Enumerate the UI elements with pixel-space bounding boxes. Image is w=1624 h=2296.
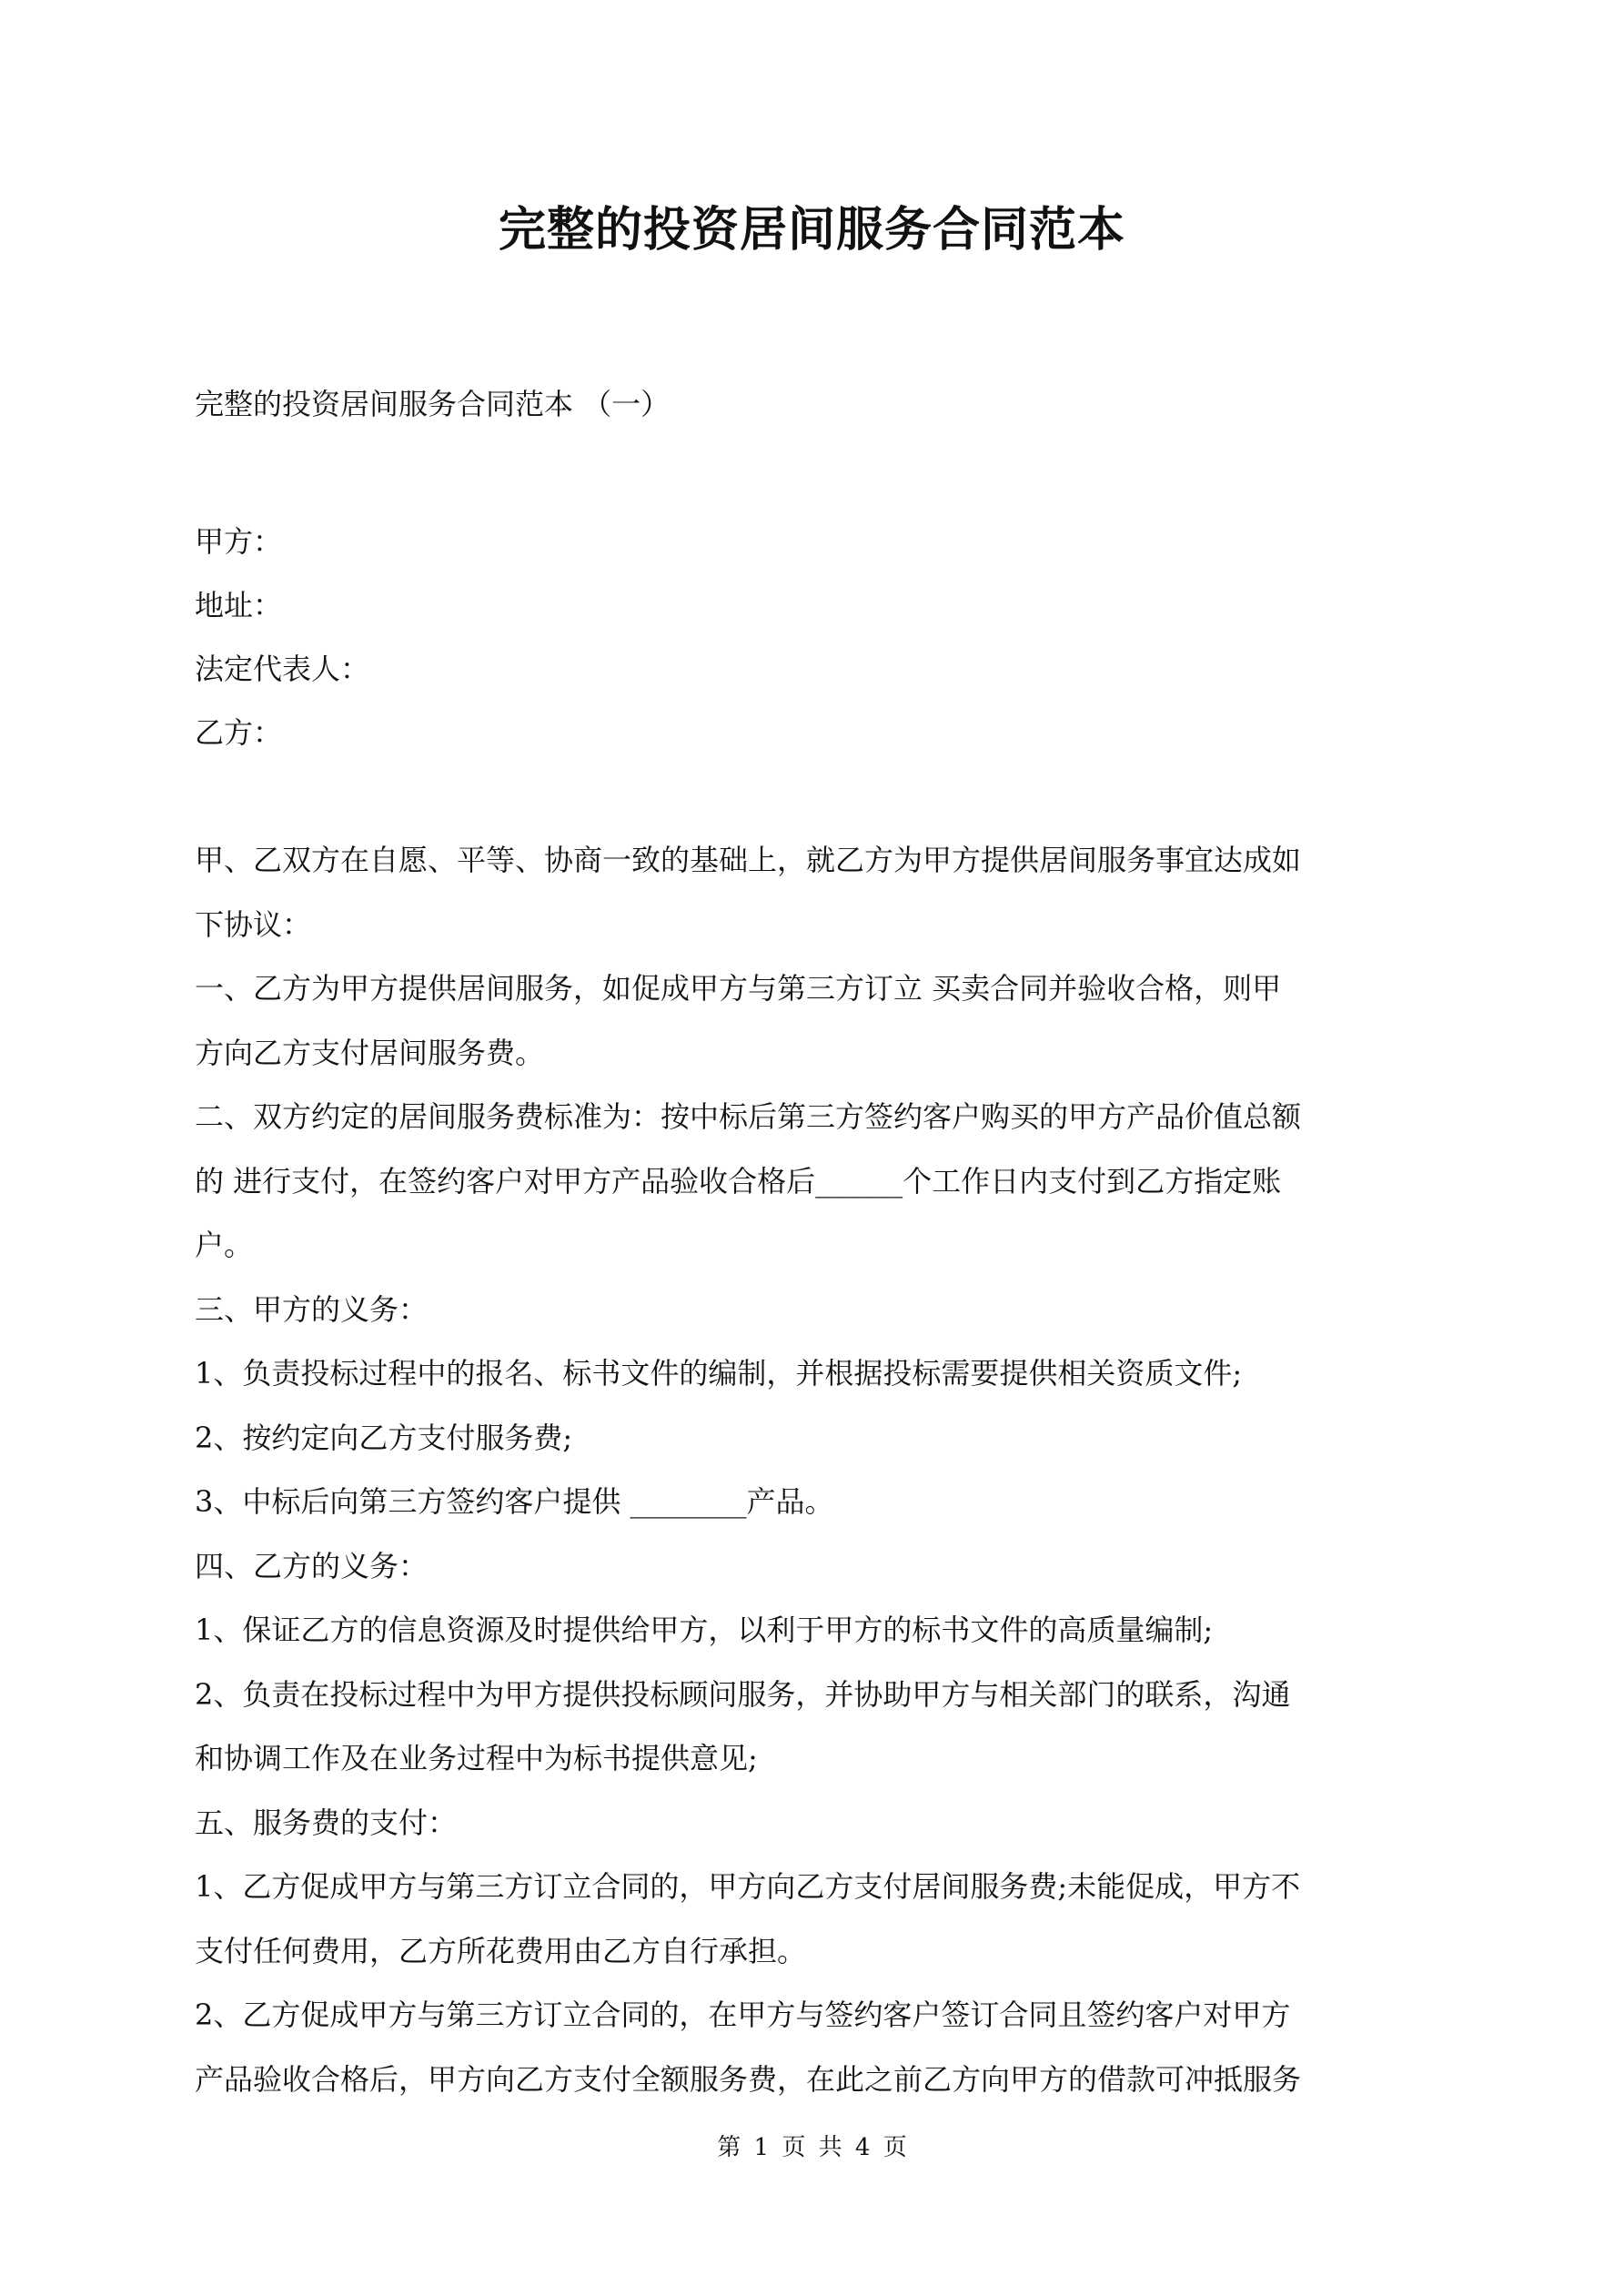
body-line: 2、按约定向乙方支付服务费;: [195, 1420, 573, 1455]
section-heading: 五、服务费的支付：: [195, 1805, 458, 1840]
body-line: 支付任何费用，乙方所花费用由乙方自行承担。: [195, 1933, 807, 1968]
body-line: 和协调工作及在业务过程中为标书提供意见;: [195, 1741, 758, 1775]
body-line: 产品验收合格后，甲方向乙方支付全额服务费，在此之前乙方向甲方的借款可冲抵服务: [195, 2061, 1302, 2097]
body-line: 下协议：: [195, 906, 312, 942]
body-line: 甲、乙双方在自愿、平等、协商一致的基础上，就乙方为甲方提供居间服务事宜达成如: [195, 843, 1302, 877]
contract-body: [195, 828, 1441, 2111]
document-subtitle: 完整的投资居间服务合同范本 （一）: [195, 387, 671, 421]
document-title: 完整的投资居间服务合同范本: [498, 202, 1125, 258]
body-line: 1、负责投标过程中的报名、标书文件的编制，并根据投标需要提供相关资质文件;: [195, 1356, 1243, 1391]
body-line: 户。: [195, 1228, 254, 1262]
section-heading: 三、甲方的义务：: [195, 1291, 429, 1327]
field-address: 地址：: [195, 588, 283, 622]
body-line: 2、乙方促成甲方与第三方订立合同的，在甲方与签约客户签订合同且签约客户对甲方: [195, 1998, 1291, 2032]
page-number-footer: 第 1 页 共 4 页: [717, 2134, 907, 2161]
section-heading: 四、乙方的义务：: [195, 1548, 429, 1583]
field-legal-representative: 法定代表人：: [195, 652, 370, 686]
body-line: 方向乙方支付居间服务费。: [195, 1035, 545, 1070]
body-line: 3、中标后向第三方签约客户提供 ________产品。: [195, 1484, 834, 1519]
body-line: 二、双方约定的居间服务费标准为：按中标后第三方签约客户购买的甲方产品价值总额: [195, 1099, 1302, 1134]
body-line: 一、乙方为甲方提供居间服务，如促成甲方与第三方订立 买卖合同并验收合格，则甲: [195, 971, 1282, 1006]
field-party-b: 乙方：: [195, 715, 283, 750]
party-fields: [195, 510, 1468, 764]
body-line: 1、保证乙方的信息资源及时提供给甲方，以利于甲方的标书文件的高质量编制;: [195, 1613, 1214, 1647]
field-party-a: 甲方：: [195, 524, 283, 559]
body-line: 2、负责在投标过程中为甲方提供投标顾问服务，并协助甲方与相关部门的联系，沟通: [195, 1676, 1291, 1712]
body-line: 1、乙方促成甲方与第三方订立合同的，甲方向乙方支付居间服务费;未能促成，甲方不: [195, 1869, 1301, 1904]
body-line: 的 进行支付，在签约客户对甲方产品验收合格后______个工作日内支付到乙方指定账: [195, 1163, 1282, 1199]
